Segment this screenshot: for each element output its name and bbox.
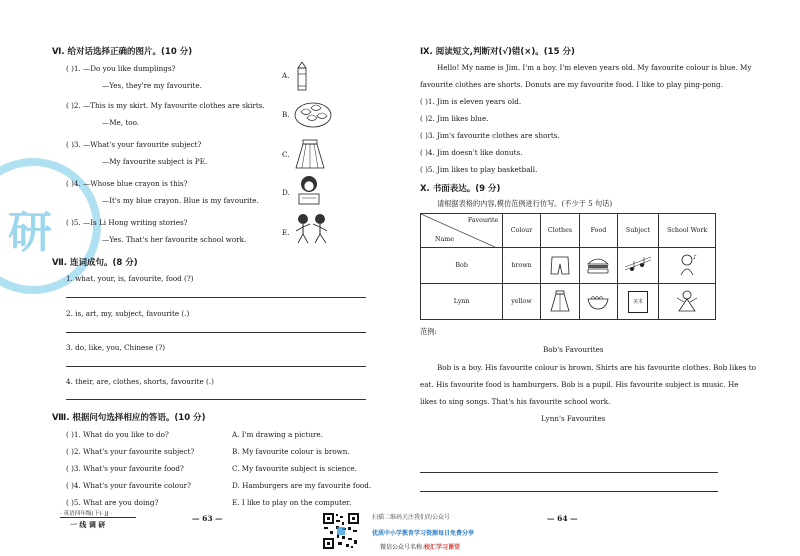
- footer-label: · 英语四年级(下)· JJ ·: [60, 511, 112, 517]
- row-colour-lynn: yellow: [503, 284, 540, 320]
- corner-name: Name: [435, 236, 454, 243]
- promo-account-name: 校汇学习课堂: [424, 544, 461, 551]
- s8-a4: D. Hamburgers are my favourite food.: [232, 481, 372, 490]
- s6-opt-c: C.: [282, 150, 290, 159]
- example-label: 范例:: [420, 327, 437, 336]
- svg-text:♪: ♪: [693, 253, 697, 261]
- writing-title: Lynn's Favourites: [541, 414, 606, 423]
- s9-passage-line-2: favourite clothes are shorts. Donuts are my favourite food. I like to play ping-pong.: [420, 80, 723, 89]
- s6-q3: ( )3. —What's your favourite subject?: [66, 140, 202, 149]
- example-line-2: eat. His favourite food is hamburgers. Bob is a pupil. His favourite subject is music. He: [420, 380, 739, 389]
- promo-line-1: 优质中小学教育学习资源每日免费分享: [372, 530, 475, 537]
- s6-opt-e: E.: [282, 228, 290, 237]
- s9-item-5: ( )5. Jim likes to play basketball.: [420, 165, 538, 174]
- footer-brand: 一 线 调 研: [70, 521, 106, 529]
- s6-a1: —Yes, they're my favourite.: [102, 81, 202, 90]
- table-corner-cell: [421, 214, 503, 248]
- s6-q4: ( )4. —Whose blue crayon is this?: [66, 179, 188, 188]
- section-8-title: Ⅷ. 根据问句选择相应的答语。(10 分): [52, 413, 206, 423]
- s7-item-1: 1. what, your, is, favourite, food (?): [66, 274, 194, 283]
- s8-a3: C. My favourite subject is science.: [232, 464, 357, 473]
- section-7-title: Ⅶ. 连词成句。(8 分): [52, 258, 138, 268]
- watermark-char: 研: [8, 207, 52, 258]
- s7-item-3: 3. do, like, you, Chinese (?): [66, 343, 166, 352]
- s6-a3: —My favourite subject is PE.: [102, 157, 208, 166]
- skirt-icon: [549, 289, 571, 313]
- header-subject: Subject: [617, 214, 659, 248]
- table-row: [421, 284, 716, 320]
- bob-subject-cell: [617, 248, 659, 284]
- table-row: [421, 248, 716, 284]
- s8-q2: ( )2. What's your favourite subject?: [66, 447, 195, 456]
- section-10-title: Ⅹ. 书面表达。(9 分): [420, 184, 501, 194]
- s6-opt-a: A.: [282, 71, 290, 80]
- section-9-title: Ⅸ. 阅读短文,判断对(√)错(×)。(15 分): [420, 47, 575, 57]
- dancing-girl-icon: [675, 289, 699, 313]
- answer-line-3[interactable]: [66, 366, 366, 367]
- dumplings-picture: [293, 98, 333, 130]
- shorts-icon: [549, 254, 571, 276]
- s9-item-4: ( )4. Jim doesn't like donuts.: [420, 148, 523, 157]
- s6-a5: —Yes. That's her favourite school work.: [102, 235, 247, 244]
- lynn-food-cell: [580, 284, 617, 320]
- bob-school-work-cell: [659, 248, 716, 284]
- s6-q1: ( )1. —Do you like dumplings?: [66, 64, 176, 73]
- header-food: Food: [580, 214, 617, 248]
- qr-code-icon: [322, 512, 360, 550]
- header-colour: Colour: [503, 214, 540, 248]
- s9-passage-line-1: Hello! My name is Jim. I'm a boy. I'm eleven years old. My favourite colour is blue. My: [437, 63, 752, 72]
- header-school-work: School Work: [659, 214, 716, 248]
- writing-line-2[interactable]: [420, 491, 718, 492]
- row-name-bob: Bob: [421, 248, 503, 284]
- s6-q2: ( )2. —This is my skirt. My favourite clothes are skirts.: [66, 101, 265, 110]
- s6-opt-d: D.: [282, 188, 290, 197]
- writing-line-1[interactable]: [420, 472, 718, 473]
- example-line-3: likes to sing songs. That's his favourite school work.: [420, 397, 611, 406]
- s8-a1: A. I'm drawing a picture.: [232, 430, 323, 439]
- s6-q5: ( )5. —Is Li Hong writing stories?: [66, 218, 188, 227]
- example-title: Bob's Favourites: [543, 345, 604, 354]
- s8-q5: ( )5. What are you doing?: [66, 498, 159, 507]
- row-colour-bob: brown: [503, 248, 540, 284]
- s8-q1: ( )1. What do you like to do?: [66, 430, 169, 439]
- answer-line-1[interactable]: [66, 297, 366, 298]
- example-line-1: Bob is a boy. His favourite colour is brown. Shirts are his favourite clothes. Bob likes to: [437, 363, 756, 372]
- s9-item-1: ( )1. Jim is eleven years old.: [420, 97, 522, 106]
- lynn-school-work-cell: [659, 284, 716, 320]
- skirt-picture: [294, 138, 326, 170]
- girl-writing-picture: [294, 174, 324, 206]
- footer-divider: [60, 517, 136, 518]
- singing-boy-icon: [675, 253, 699, 277]
- s10-instruction: 请根据表格的内容,模仿范例进行仿写。(不少于 5 句话): [437, 199, 613, 208]
- favourites-table: [420, 213, 716, 320]
- section-6-title: Ⅵ. 给对话选择正确的图片。(10 分): [52, 47, 193, 57]
- answer-line-2[interactable]: [66, 332, 366, 333]
- kids-running-picture: [292, 212, 332, 246]
- s7-item-4: 4. their, are, clothes, shorts, favourite (.): [66, 377, 214, 386]
- s9-item-3: ( )3. Jim's favourite clothes are shorts.: [420, 131, 560, 140]
- page-number-63: — 63 —: [192, 514, 223, 523]
- art-book-icon: 美术: [628, 291, 648, 313]
- bob-clothes-cell: [540, 248, 580, 284]
- s6-a2: —Me, too.: [102, 118, 140, 127]
- header-clothes: Clothes: [540, 214, 580, 248]
- corner-favourite: Favourite: [467, 217, 499, 224]
- crayon-picture: [294, 62, 310, 92]
- answer-line-4[interactable]: [66, 399, 366, 400]
- s7-item-2: 2. is, art, my, subject, favourite (.): [66, 309, 190, 318]
- s6-opt-b: B.: [282, 110, 290, 119]
- s6-a4: —It's my blue crayon. Blue is my favourite.: [102, 196, 259, 205]
- hamburger-icon: [586, 255, 610, 275]
- noodles-bowl-icon: [586, 291, 610, 311]
- bob-food-cell: [580, 248, 617, 284]
- page-number-64: — 64 —: [547, 514, 578, 523]
- s8-q3: ( )3. What's your favourite food?: [66, 464, 184, 473]
- row-name-lynn: Lynn: [421, 284, 503, 320]
- s8-a5: E. I like to play on the computer.: [232, 498, 352, 507]
- promo-account-label: 微信公众号名称:: [380, 544, 425, 551]
- lynn-subject-cell: [617, 284, 659, 320]
- s9-item-2: ( )2. Jim likes blue.: [420, 114, 489, 123]
- lynn-clothes-cell: [540, 284, 580, 320]
- scan-qr-text: 扫描二维码关注我们的公众号: [372, 514, 451, 521]
- music-notes-icon: [624, 256, 652, 274]
- s8-q4: ( )4. What's your favourite colour?: [66, 481, 191, 490]
- s8-a2: B. My favourite colour is brown.: [232, 447, 350, 456]
